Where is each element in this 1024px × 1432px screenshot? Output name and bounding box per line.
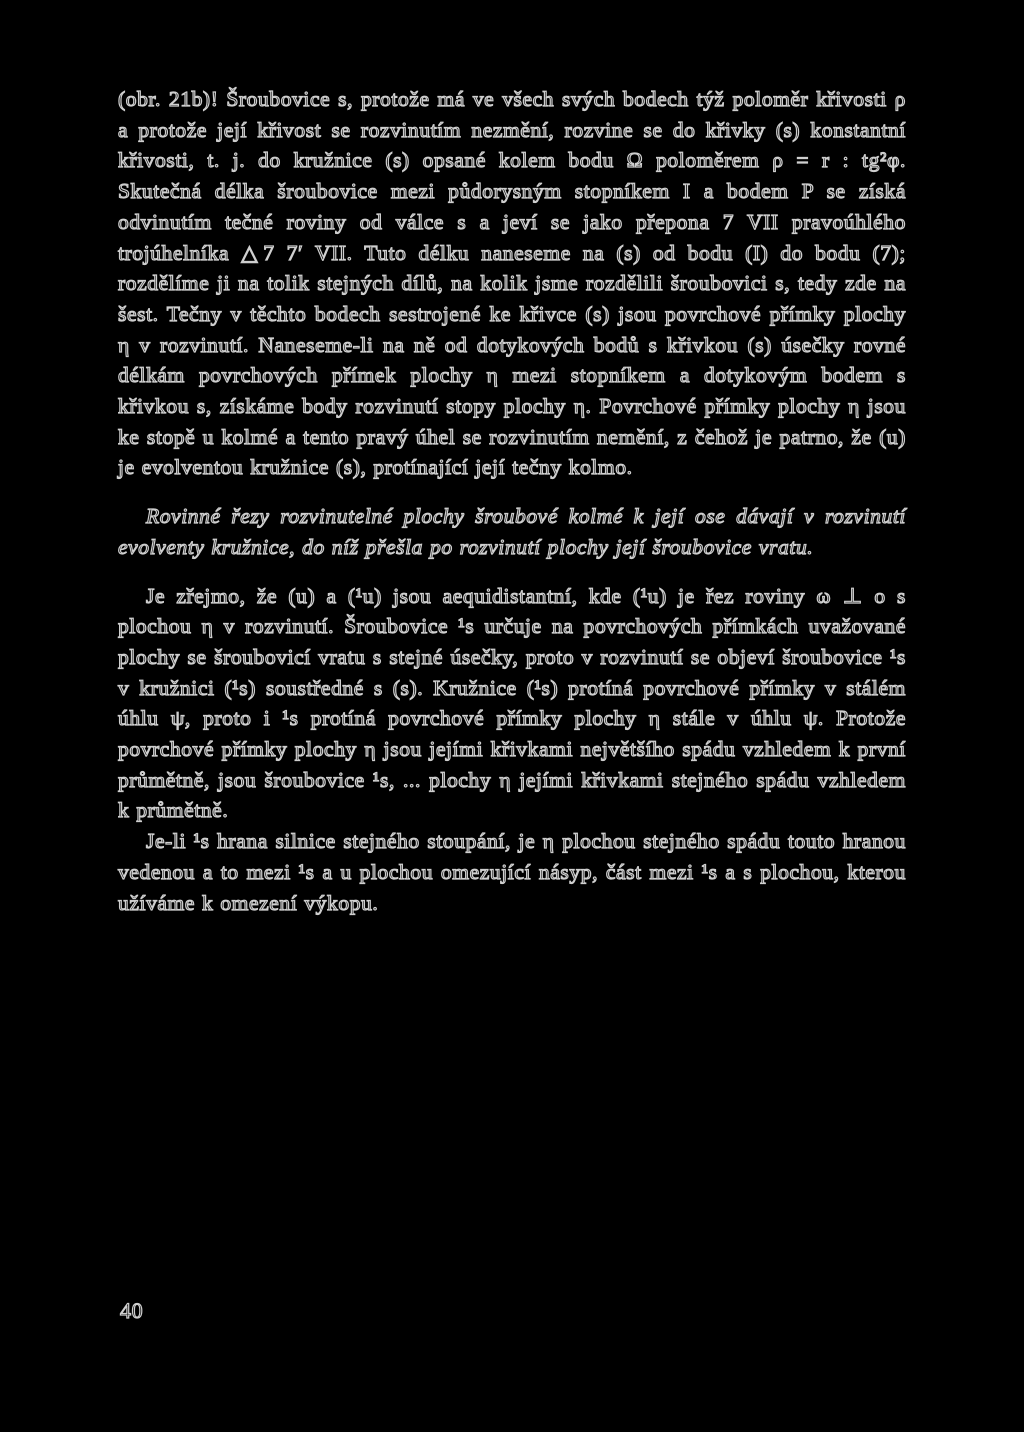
paragraph-road-edge: Je-li ¹s hrana silnice stejného stoupání, je η plochou stejného spádu touto hranou vedenou a to mezi ¹s a u plochou omezující násyp, část mezi ¹s a s plochou, kterou užíváme k omezení výkopu. xyxy=(118,829,906,915)
body-text xyxy=(118,84,906,918)
page-number: 40 xyxy=(120,1298,144,1323)
paragraph-theorem-italic: Rovinné řezy rozvinutelné plochy šroubové kolmé k její ose dávají v rozvinutí evolventy kružnice, do níž přešla po rozvinutí plochy její šroubovice vratu. xyxy=(118,504,906,559)
paragraph-aequidistant: Je zřejmo, že (u) a (¹u) jsou aequidistantní, kde (¹u) je řez roviny ω ⊥ o s plochou η v rozvinutí. Šroubovice ¹s určuje na povrchových přímkách uvažované plochy se šroubovicí vratu s stejné úsečky, proto v rozvinutí se objeví šroubovice ¹s v kružnici (¹s) soustředné s (s). Kružnice (¹s) protíná povrchové přímky v stálém úhlu ψ, proto i ¹s protíná povrchové přímky plochy η stále v úhlu ψ. Protože povrchové přímky plochy η jsou jejími křivkami největšího spádu vzhledem k první průmětně, jsou šroubovice ¹s, ... plochy η jejími křivkami stejného spádu vzhledem k průmětně. xyxy=(118,583,906,823)
paragraph-helix-development: (obr. 21b)! Šroubovice s, protože má ve všech svých bodech týž poloměr křivosti ρ a protože její křivost se rozvinutím nezmění, rozvine se do křivky (s) konstantní křivosti, t. j. do kružnice (s) opsané kolem bodu Ω poloměrem ρ = r : tg²φ. Skutečná délka šroubovice mezi půdorysným stopníkem I a bodem P se získá odvinutím tečné roviny od válce s a jeví se jako přepona 7 VII pravoúhlého trojúhelníka △7 7′ VII. Tuto délku naneseme na (s) od bodu (I) do bodu (7); rozdělíme ji na tolik stejných dílů, na kolik jsme rozdělili šroubovici s, tedy zde na šest. Tečny v těchto bodech sestrojené ke křivce (s) jsou povrchové přímky plochy η v rozvinutí. Naneseme-li na ně od dotykových bodů s křivkou (s) úsečky rovné délkám povrchových přímek plochy η mezi stopníkem a dotykovým bodem s křivkou s, získáme body rozvinutí stopy plochy η. Povrchové přímky plochy η jsou ke stopě u kolmé a tento pravý úhel se rozvinutím nemění, z čehož je patrno, že (u) je evolventou kružnice (s), protínající její tečny kolmo. xyxy=(118,87,906,480)
